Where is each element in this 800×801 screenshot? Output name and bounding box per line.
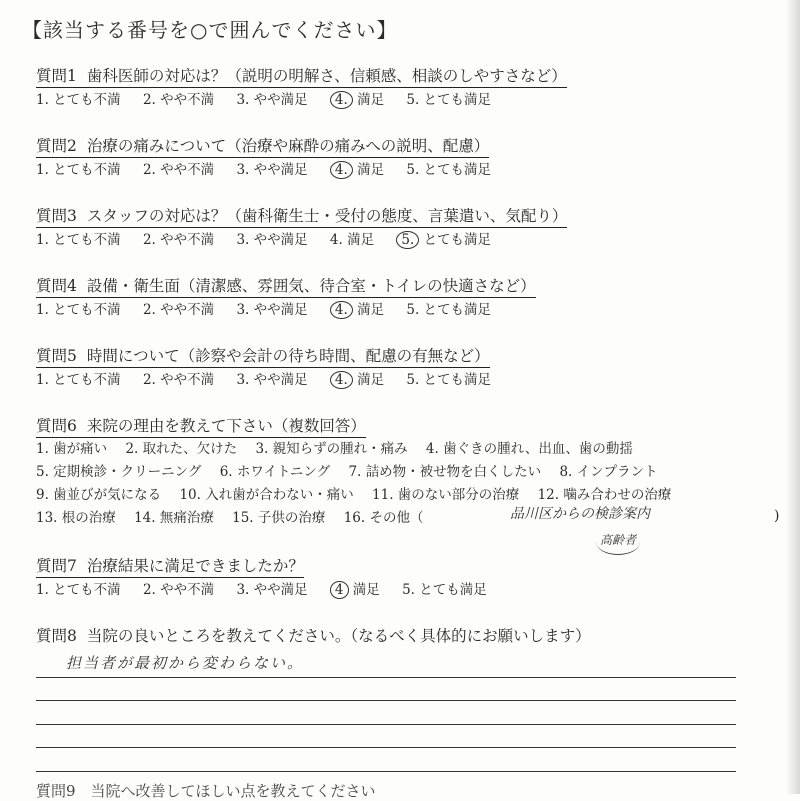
- question-number: 質問8: [36, 627, 77, 645]
- option-1[interactable]: 1. とても不満: [36, 582, 121, 598]
- write-line[interactable]: [36, 701, 736, 725]
- question-3: [36, 206, 776, 249]
- paper-edge-shadow: [786, 0, 800, 794]
- reason-option[interactable]: 10. 入れ歯が合わない・痛い: [179, 487, 354, 503]
- question-title: [36, 276, 536, 298]
- question-title: [36, 136, 489, 158]
- option-3[interactable]: 3. やや満足: [236, 162, 308, 178]
- reason-option[interactable]: 1. 歯が痛い: [36, 441, 108, 457]
- handwritten-other-reason: 品川区からの検診案内: [510, 506, 650, 522]
- option-1[interactable]: 1. とても不満: [36, 162, 121, 178]
- question-title: [36, 206, 567, 228]
- question-4: [36, 276, 776, 319]
- answer-options: [36, 581, 776, 599]
- reason-option[interactable]: 2. 取れた、欠けた: [125, 441, 238, 457]
- reason-row: [36, 506, 780, 547]
- option-1[interactable]: 1. とても不満: [36, 232, 121, 248]
- reason-row: [36, 438, 776, 461]
- question-number: 質問6: [36, 417, 77, 435]
- write-line[interactable]: [36, 748, 736, 772]
- reason-row: [36, 461, 776, 484]
- reason-row: [36, 484, 776, 507]
- question-text: 当院の良いところを教えてください。（なるべく具体的にお願いします）: [86, 627, 591, 645]
- next-question-cutoff: 質問9 当院へ改善してほしい点を教えてください: [36, 782, 376, 800]
- question-8: [36, 626, 776, 647]
- question-1: [36, 66, 776, 109]
- reason-option[interactable]: 4. 歯ぐきの腫れ、出血、歯の動揺: [425, 441, 633, 457]
- option-3[interactable]: 3. やや満足: [236, 232, 308, 248]
- reason-option[interactable]: 5. 定期検診・クリーニング: [36, 464, 202, 480]
- answer-lines[interactable]: [36, 654, 736, 772]
- option-2[interactable]: 2. やや不満: [142, 162, 215, 178]
- question-text: 来院の理由を教えて下さい（複数回答）: [86, 417, 366, 435]
- option-3[interactable]: 3. やや満足: [236, 582, 308, 598]
- option-4[interactable]: 4. 満足: [329, 232, 375, 248]
- option-4-circled[interactable]: 4. 満足: [330, 161, 384, 179]
- reason-option[interactable]: 9. 歯並びが気になる: [36, 487, 162, 503]
- option-1[interactable]: 1. とても不満: [36, 92, 121, 108]
- question-5: [36, 346, 776, 389]
- option-2[interactable]: 2. やや不満: [142, 302, 215, 318]
- option-2[interactable]: 2. やや不満: [142, 232, 215, 248]
- question-7: [36, 556, 776, 599]
- option-3[interactable]: 3. やや満足: [236, 302, 308, 318]
- handwritten-answer: 担当者が最初から変わらない。: [66, 654, 305, 672]
- reason-option[interactable]: 15. 子供の治療: [232, 510, 326, 526]
- write-line[interactable]: [36, 725, 736, 749]
- question-title: [36, 556, 304, 578]
- reason-option[interactable]: 7. 詰め物・被せ物を白くしたい: [348, 464, 542, 480]
- question-text: 時間について（診察や会計の待ち時間、配慮の有無など）: [86, 347, 490, 365]
- option-5[interactable]: 5. とても満足: [406, 372, 492, 388]
- option-1[interactable]: 1. とても不満: [36, 302, 121, 318]
- answer-options: [36, 301, 776, 319]
- option-4-circled[interactable]: 4. 満足: [330, 91, 384, 109]
- question-6: [36, 416, 780, 547]
- option-4-circled[interactable]: 4. 満足: [330, 371, 384, 389]
- option-5[interactable]: 5. とても満足: [406, 302, 492, 318]
- question-number: 質問4: [36, 277, 77, 295]
- reason-option-other[interactable]: 16. その他（: [343, 510, 424, 526]
- question-2: [36, 136, 776, 179]
- option-1[interactable]: 1. とても不満: [36, 372, 121, 388]
- answer-options: [36, 91, 776, 109]
- reason-option[interactable]: 8. インプラント: [559, 464, 658, 480]
- option-3[interactable]: 3. やや満足: [236, 372, 308, 388]
- reason-option[interactable]: 3. 親知らずの腫れ・痛み: [255, 441, 408, 457]
- reason-option[interactable]: 12. 噛み合わせの治療: [537, 487, 672, 503]
- question-text: 歯科医師の対応は？（説明の明解さ、信頼感、相談のしやすさなど）: [86, 67, 567, 85]
- answer-options: [36, 161, 776, 179]
- answer-options: [36, 371, 776, 389]
- reason-option[interactable]: 6. ホワイトニング: [219, 464, 331, 480]
- option-4-circled[interactable]: 4. 満足: [330, 301, 384, 319]
- question-title: [36, 346, 490, 368]
- question-text: 治療結果に満足できましたか？: [86, 557, 304, 575]
- question-text: 治療の痛みについて（治療や麻酔の痛みへの説明、配慮）: [86, 137, 490, 155]
- question-text: スタッフの対応は？（歯科衛生士・受付の態度、言葉遣い、気配り）: [86, 207, 568, 225]
- write-line[interactable]: [36, 678, 736, 702]
- option-5[interactable]: 5. とても満足: [406, 92, 492, 108]
- reason-option[interactable]: 11. 歯のない部分の治療: [372, 487, 520, 503]
- question-title: [36, 416, 366, 438]
- option-5[interactable]: 5. とても満足: [406, 162, 492, 178]
- question-number: 質問1: [36, 67, 77, 85]
- option-2[interactable]: 2. やや不満: [142, 582, 215, 598]
- question-number: 質問2: [36, 137, 77, 155]
- answer-options: [36, 231, 776, 249]
- question-number: 質問5: [36, 347, 77, 365]
- option-3[interactable]: 3. やや満足: [236, 92, 308, 108]
- option-4-circled[interactable]: 4 満足: [330, 581, 380, 599]
- reason-options: [36, 438, 780, 547]
- reason-option[interactable]: 14. 無痛治療: [134, 510, 214, 526]
- write-line[interactable]: [36, 654, 736, 678]
- option-5[interactable]: 5. とても満足: [402, 582, 487, 598]
- option-2[interactable]: 2. やや不満: [142, 92, 215, 108]
- instruction-heading: 【該当する番号を○で囲んでください】: [22, 18, 398, 42]
- question-title: [36, 626, 591, 647]
- question-text: 設備・衛生面（清潔感、雰囲気、待合室・トイレの快適さなど）: [86, 277, 536, 295]
- other-paren-close: ): [774, 508, 780, 524]
- reason-option[interactable]: 13. 根の治療: [36, 510, 116, 526]
- handwritten-other-note: 高齢者: [596, 529, 640, 555]
- question-title: [36, 66, 567, 88]
- option-5-circled[interactable]: 5. とても満足: [396, 231, 491, 249]
- option-2[interactable]: 2. やや不満: [142, 372, 215, 388]
- question-number: 質問7: [36, 557, 77, 575]
- question-number: 質問3: [36, 207, 77, 225]
